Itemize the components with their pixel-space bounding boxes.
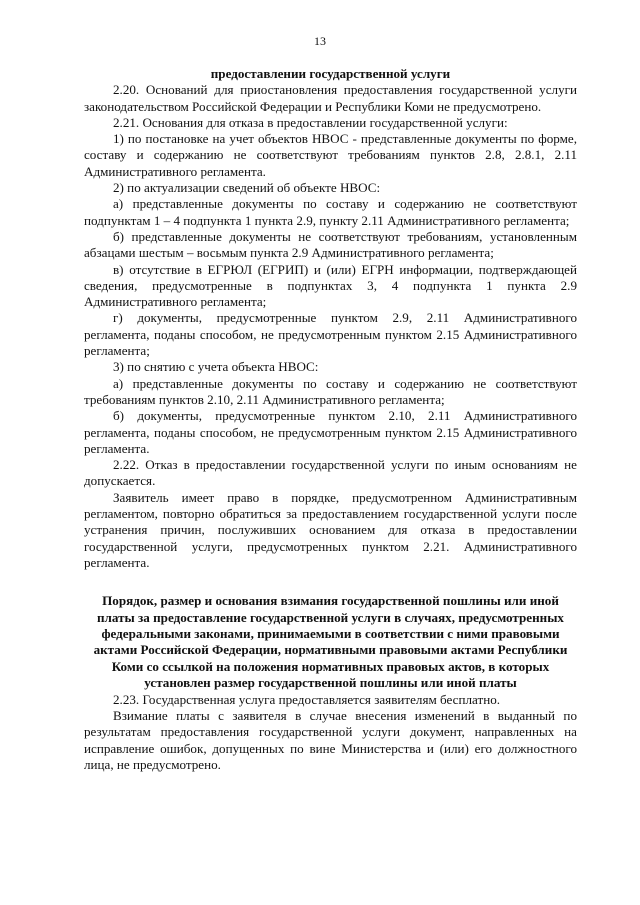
paragraph-2-21-item-1: 1) по постановке на учет объектов НВОС - представленные документы по форме, составу и содержанию не соответствуют требованиям пунктов 2.8, 2.8.1, 2.11 Административного регламента. xyxy=(84,131,577,179)
page-number: 13 xyxy=(314,34,326,48)
section-heading-continuation: предоставлении государственной услуги xyxy=(210,66,451,81)
paragraph-fee-corrections: Взимание платы с заявителя в случае внесения изменений в выданный по результатам предоставления государственной услуги документ, направленных на исправление ошибок, допущенных по вине Министерства и (или) его должностного лица, не предусмотрено. xyxy=(84,707,577,772)
paragraph-2-21-item-3b: б) документы, предусмотренные пунктом 2.10, 2.11 Административного регламента, поданы способом, не предусмотренным пунктом 2.15 Административного регламента. xyxy=(84,408,577,456)
paragraph-2-21-item-2c: в) отсутствие в ЕГРЮЛ (ЕГРИП) и (или) ЕГРН информации, подтверждающей сведения, предусмотренные в подпунктах 3, 4 подпункта 1 пункта 2.9 Административного регламента; xyxy=(84,261,577,310)
section-title-fees: Порядок, размер и основания взимания государственной пошлины или иной платы за предоставление государственной услуги в случаях, предусмотренных федеральными законами, принимаемыми в соответствии с ними правовыми актами Российской Федерации, нормативными правовыми актами Республики Коми со ссылкой на положения нормативных правовых актов, в которых установлен размер государственной пошлины или иной платы xyxy=(93,593,568,691)
paragraph-2-22: 2.22. Отказ в предоставлении государственной услуги по иным основаниям не допускается. xyxy=(84,457,577,489)
paragraph-2-21: 2.21. Основания для отказа в предоставлении государственной услуги: xyxy=(113,114,508,130)
paragraph-applicant-right: Заявитель имеет право в порядке, предусмотренном Административным регламентом, повторно обратиться за предоставлением государственной услуги после устранения причин, послуживших основанием для отказа в предоставлении государственной услуги, предусмотренных пунктом 2.21. Административного регламента. xyxy=(84,489,577,570)
paragraph-2-21-item-2a: а) представленные документы по составу и содержанию не соответствуют подпунктам 1 – 4 подпункта 1 пункта 2.9, пункту 2.11 Административного регламента; xyxy=(84,196,577,228)
paragraph-2-21-item-2d: г) документы, предусмотренные пунктом 2.9, 2.11 Административного регламента, поданы способом, не предусмотренным пунктом 2.15 Административного регламента; xyxy=(84,310,577,359)
paragraph-2-20: 2.20. Оснований для приостановления предоставления государственной услуги законодательством Российской Федерации и Республики Коми не предусмотрено. xyxy=(84,82,577,114)
paragraph-2-21-item-3a: а) представленные документы по составу и содержанию не соответствуют требованиям пунктов 2.10, 2.11 Административного регламента; xyxy=(84,375,577,407)
paragraph-2-21-item-2b: б) представленные документы не соответствуют требованиям, установленным абзацами шестым – восьмым пункта 2.9 Административного регламента; xyxy=(84,228,577,261)
paragraph-2-21-item-2: 2) по актуализации сведений об объекте НВОС: xyxy=(113,180,381,196)
paragraph-2-21-item-3: 3) по снятию с учета объекта НВОС: xyxy=(113,359,319,375)
paragraph-2-23: 2.23. Государственная услуга предоставляется заявителям бесплатно. xyxy=(113,691,501,707)
document-body xyxy=(84,66,577,773)
